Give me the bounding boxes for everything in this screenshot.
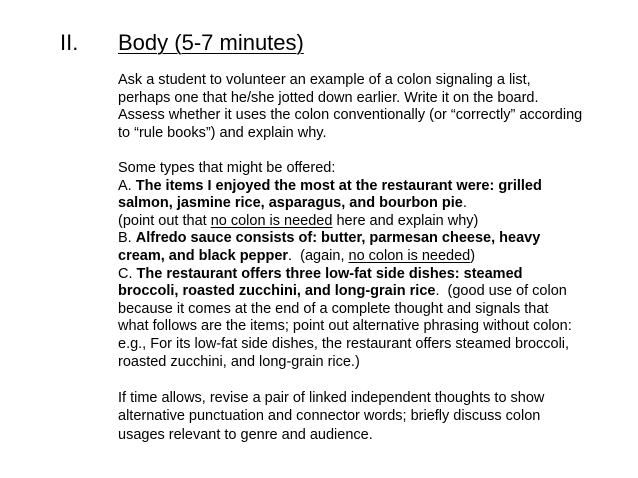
example-a-sentence: The items I enjoyed the most at the restaurant were: grilled salmon, jasmine rice, asparagus, and bourbon pie [118, 177, 542, 212]
example-c-period: . [435, 283, 440, 300]
example-a-note-underlined: no colon is needed [210, 212, 333, 229]
example-c-sentence: The restaurant offers three low-fat side dishes: steamed broccoli, roasted zucchini, and long-grain rice [118, 265, 523, 300]
example-b-note-underlined: no colon is needed [348, 247, 471, 264]
example-b [118, 230, 583, 265]
closing-paragraph: If time allows, revise a pair of linked independent thoughts to show alternative punctuation and connector words; briefly discuss colon usages relevant to genre and audience. [118, 389, 545, 444]
examples-intro: Some types that might be offered: [118, 159, 336, 176]
example-a [118, 178, 583, 231]
example-b-period: . [288, 247, 293, 264]
instruction-paragraph: Ask a student to volunteer an example of a colon signaling a list, perhaps one that he/she jotted down earlier. Write it on the board. Assess whether it uses the colon conventionally (or “correctly” according to “rule books”) and explain why. [118, 72, 583, 141]
example-b-note-start: (again, [292, 247, 349, 264]
example-a-period: . [462, 195, 467, 212]
section-title: Body (5-7 minutes) [118, 30, 304, 55]
example-c [118, 266, 583, 372]
paragraph-gap [118, 371, 583, 389]
slide-body [118, 72, 583, 445]
example-c-note: (good use of colon because it comes at the end of a complete thought and signals that what follows are the items; point out alternative phrasing without colon: e.g., For its low-fat side dishes, the restaurant offers steamed broccoli, roasted zucchini, and long-grain rice.) [118, 283, 576, 370]
example-a-note-end: here and explain why) [332, 212, 479, 229]
section-number: II. [60, 30, 79, 55]
example-c-label: C. [118, 265, 137, 282]
example-b-label: B. [118, 230, 136, 247]
example-a-label: A. [118, 177, 136, 194]
example-b-sentence: Alfredo sauce consists of: butter, parmesan cheese, heavy cream, and black pepper [118, 230, 541, 264]
paragraph-gap [118, 142, 583, 160]
example-a-note-start: (point out that [118, 212, 211, 229]
example-b-note-end: ) [470, 247, 476, 264]
